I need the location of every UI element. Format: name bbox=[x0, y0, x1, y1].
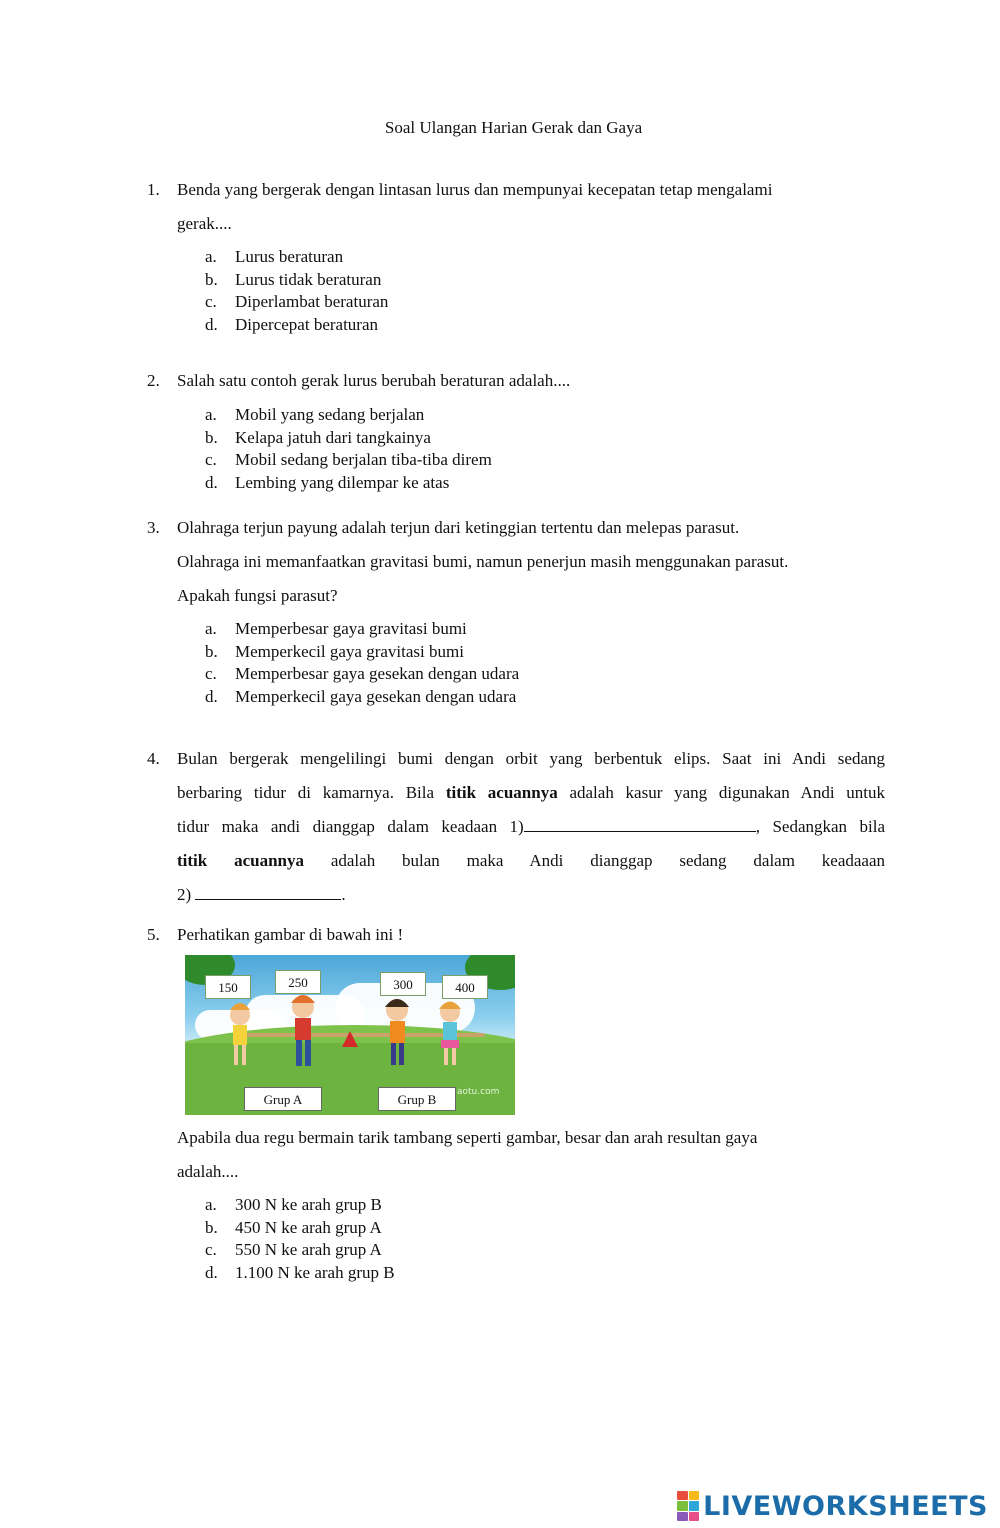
question-text: Apabila dua regu bermain tarik tambang seperti gambar, besar dan arah resultan gaya bbox=[177, 1128, 758, 1147]
question-4 bbox=[147, 742, 885, 912]
group-b-label: Grup B bbox=[378, 1087, 456, 1111]
question-text: Apakah fungsi parasut? bbox=[177, 586, 338, 605]
option-c[interactable]: c. Memperbesar gaya gesekan dengan udara bbox=[205, 664, 520, 683]
question-text: Olahraga ini memanfaatkan gravitasi bumi, namun penerjun masih menggunakan parasut. bbox=[177, 552, 789, 571]
options-5 bbox=[205, 1194, 395, 1284]
question-text: Salah satu contoh gerak lurus berubah beraturan adalah.... bbox=[177, 371, 571, 390]
options-3 bbox=[205, 618, 519, 708]
question-text: Perhatikan gambar di bawah ini ! bbox=[177, 925, 404, 944]
question-text: berbaring tidur di kamarnya. Bila titik acuannya adalah kasur yang digunakan Andi untuk bbox=[177, 783, 886, 802]
option-b[interactable]: b. Lurus tidak beraturan bbox=[205, 269, 382, 289]
question-5-continued bbox=[147, 1121, 887, 1189]
question-2 bbox=[147, 364, 887, 398]
option-c[interactable]: c. Mobil sedang berjalan tiba-tiba direm bbox=[205, 450, 492, 469]
force-label: 150 bbox=[205, 975, 251, 999]
option-a[interactable]: a. 300 N ke arah grup B bbox=[205, 1195, 382, 1214]
question-text: 2) . bbox=[177, 885, 346, 904]
group-a-label: Grup A bbox=[244, 1087, 322, 1111]
option-d[interactable]: d. Memperkecil gaya gesekan dengan udara bbox=[205, 686, 517, 706]
option-d[interactable]: d. Dipercepat beraturan bbox=[205, 314, 378, 334]
question-text: Olahraga terjun payung adalah terjun dari ketinggian tertentu dan melepas parasut. bbox=[177, 518, 740, 537]
question-3 bbox=[147, 511, 887, 613]
option-b[interactable]: b. Kelapa jatuh dari tangkainya bbox=[205, 427, 431, 447]
question-text: adalah.... bbox=[177, 1162, 239, 1181]
question-number: 5. bbox=[147, 925, 160, 944]
logo-text: LIVEWORKSHEETS bbox=[703, 1490, 988, 1522]
question-text: tidur maka andi dianggap dalam keadaan 1) , Sedangkan bila bbox=[177, 817, 885, 836]
option-c[interactable]: c. 550 N ke arah grup A bbox=[205, 1240, 382, 1259]
option-d[interactable]: d. Lembing yang dilempar ke atas bbox=[205, 472, 450, 492]
worksheet-title: Soal Ulangan Harian Gerak dan Gaya bbox=[384, 118, 643, 137]
question-1 bbox=[147, 173, 887, 241]
options-2 bbox=[205, 404, 492, 494]
question-number: 1. bbox=[147, 180, 160, 199]
liveworksheets-logo[interactable] bbox=[677, 1488, 988, 1524]
option-d[interactable]: d. 1.100 N ke arah grup B bbox=[205, 1262, 395, 1282]
question-text: titik acuannya adalah bulan maka Andi dianggap sedang dalam keadaaan bbox=[177, 851, 885, 870]
force-label: 400 bbox=[442, 975, 488, 999]
option-b[interactable]: b. 450 N ke arah grup A bbox=[205, 1217, 382, 1237]
option-a[interactable]: a. Lurus beraturan bbox=[205, 247, 344, 266]
option-a[interactable]: a. Mobil yang sedang berjalan bbox=[205, 405, 425, 424]
option-a[interactable]: a. Memperbesar gaya gravitasi bumi bbox=[205, 619, 467, 638]
force-label: 300 bbox=[380, 972, 426, 996]
option-c[interactable]: c. Diperlambat beraturan bbox=[205, 292, 389, 311]
force-label: 250 bbox=[275, 970, 321, 994]
answer-blank-2[interactable] bbox=[195, 884, 341, 900]
question-text: Bulan bergerak mengelilingi bumi dengan orbit yang berbentuk elips. Saat ini Andi sedang bbox=[177, 749, 885, 768]
question-text: gerak.... bbox=[177, 214, 232, 233]
question-number: 4. bbox=[147, 749, 160, 768]
question-text: Benda yang bergerak dengan lintasan lurus dan mempunyai kecepatan tetap mengalami bbox=[177, 180, 773, 199]
question-5 bbox=[147, 918, 887, 952]
liveworksheets-logo-icon bbox=[677, 1491, 699, 1521]
option-b[interactable]: b. Memperkecil gaya gravitasi bumi bbox=[205, 641, 464, 661]
answer-blank-1[interactable] bbox=[524, 816, 756, 832]
tug-of-war-image bbox=[185, 955, 515, 1115]
options-1 bbox=[205, 246, 388, 336]
image-watermark: aotu.com bbox=[457, 1087, 500, 1097]
question-number: 3. bbox=[147, 518, 160, 537]
question-number: 2. bbox=[147, 371, 160, 390]
